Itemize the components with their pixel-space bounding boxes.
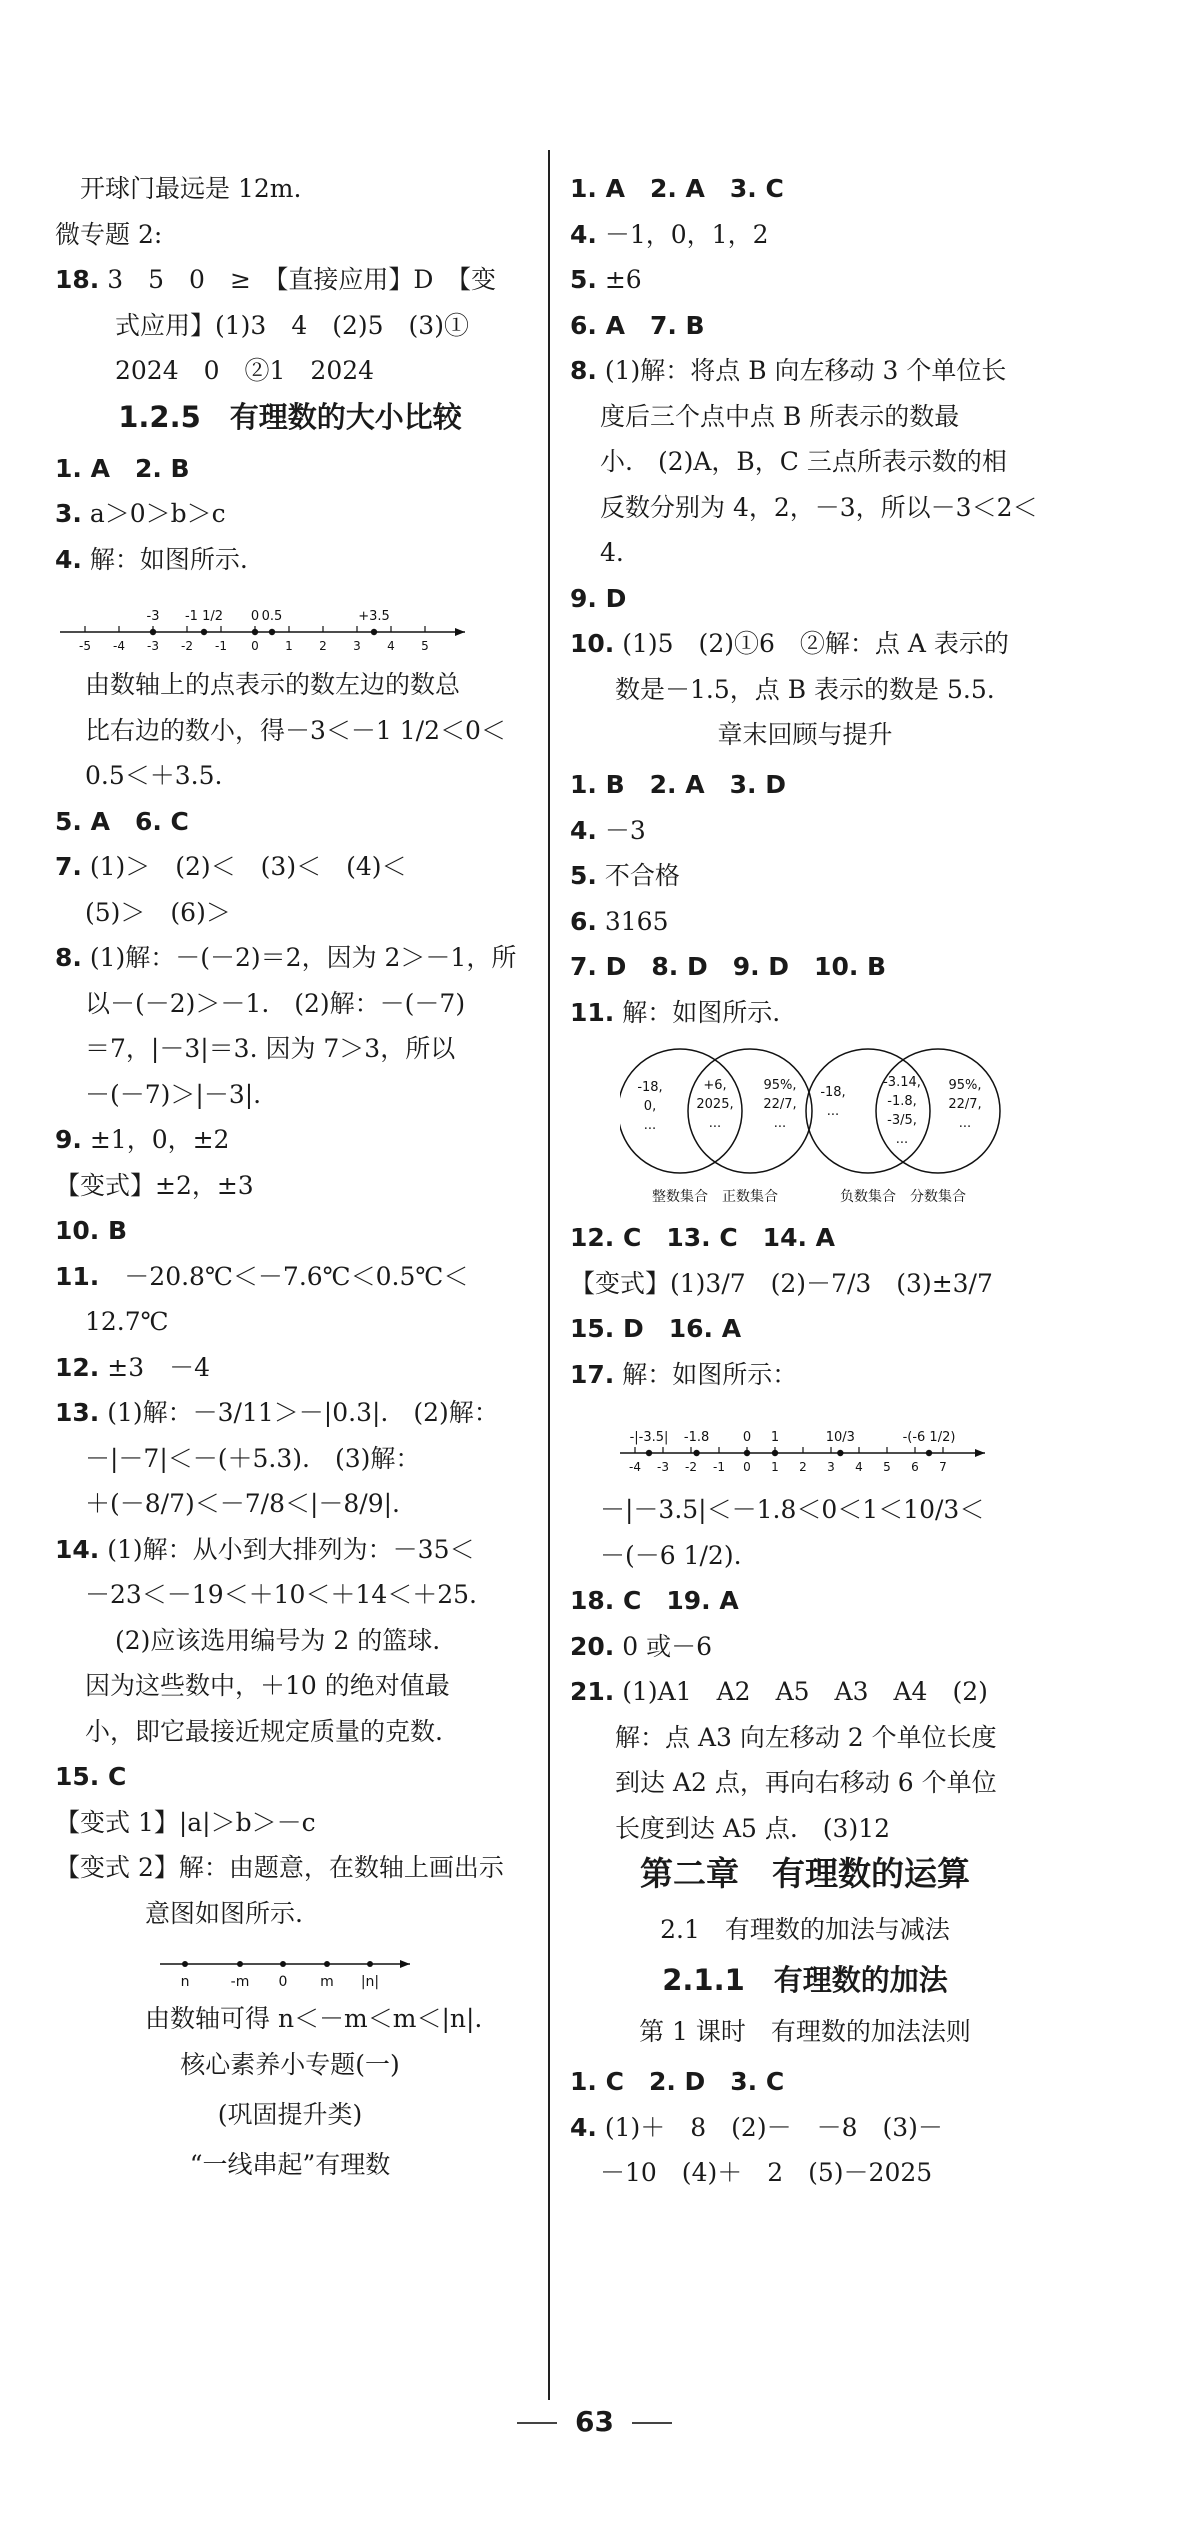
- answer-line: [55, 1396, 499, 1430]
- venn-item: -3.14,: [883, 1075, 921, 1090]
- tick-label: 2: [799, 1460, 807, 1474]
- point-dot: [252, 629, 258, 635]
- answer-line: 【变式】±2，±3: [55, 1170, 254, 1200]
- answer-line: 微专题 2:: [55, 219, 163, 249]
- venn-item: 22/7,: [763, 1097, 797, 1112]
- point-label: -(-6 1/2): [902, 1430, 956, 1445]
- venn-item: ...: [895, 1132, 909, 1147]
- section-heading: 1.2.5 有理数的大小比较: [118, 399, 462, 434]
- answer-line: 6. A 7. B: [570, 310, 705, 340]
- answer-line: －|－7|＜－(＋5.3). (3)解：: [85, 1443, 421, 1473]
- answer-text: (1)解：从小到大排列为：－35＜: [99, 1534, 475, 1564]
- answer-text: (1)A1 A2 A5 A3 A4 (2): [614, 1677, 988, 1706]
- venn-item: 95%,: [763, 1078, 797, 1093]
- answer-line: 12. C 13. C 14. A: [570, 1223, 836, 1252]
- tick-label: 6: [911, 1460, 919, 1474]
- answer-line: －(－7)＞|－3|.: [85, 1079, 262, 1109]
- answer-text: (1)＋ 8 (2)－ －8 (3)－: [596, 2112, 943, 2142]
- tick-label: 3: [353, 639, 361, 653]
- venn-item: ...: [643, 1118, 657, 1133]
- question-number: 12.: [55, 1352, 100, 1382]
- venn-diagram: [620, 1041, 1060, 1211]
- question-number: 4.: [570, 2112, 597, 2142]
- question-number: 6.: [570, 906, 597, 936]
- venn-item: 0,: [643, 1099, 657, 1114]
- point-label: -|-3.5|: [629, 1430, 669, 1445]
- venn-item: +6,: [703, 1078, 727, 1093]
- point-label: -1 1/2: [184, 609, 224, 624]
- tick-label: 5: [883, 1460, 891, 1474]
- tick-label: -1: [215, 639, 227, 653]
- answer-text: (1)解：－3/11＞－|0.3|. (2)解：: [99, 1398, 499, 1427]
- answer-line: [570, 1358, 797, 1392]
- answer-line: 小. (2)A，B，C 三点所表示数的相: [600, 447, 1007, 476]
- answer-line: 由数轴上的点表示的数左边的数总: [85, 670, 461, 699]
- answer-line: ＋(－8/7)＜－7/8＜|－8/9|.: [85, 1489, 401, 1518]
- figure-nl1: [55, 588, 475, 666]
- answer-line: －|－3.5|＜－1.8＜0＜1＜10/3＜: [600, 1495, 985, 1524]
- answer-line: 【变式 1】|a|＞b＞－c: [55, 1807, 316, 1837]
- footer-dash-right: [632, 2422, 672, 2424]
- point-label: 1: [770, 1430, 780, 1445]
- answer-text: (1)解：－(－2)＝2，因为 2＞－1，所: [81, 943, 517, 972]
- answer-text: 不合格: [596, 861, 680, 890]
- answer-line: 开球门最远是 12m.: [55, 174, 302, 203]
- answer-text: 解：如图所示.: [614, 997, 781, 1027]
- point-dot: [772, 1450, 778, 1456]
- number-line-figure-3: [615, 1403, 995, 1481]
- answer-line: [570, 1630, 712, 1664]
- answer-line: －23＜－19＜＋10＜＋14＜＋25.: [85, 1580, 478, 1609]
- set-name: 负数集合: [840, 1189, 896, 1205]
- tick-label: 1: [285, 639, 293, 653]
- number-line-figure-1: [55, 588, 475, 660]
- question-number: 4.: [570, 815, 597, 845]
- tick-label: 0: [743, 1460, 751, 1474]
- answer-line: 0.5＜＋3.5.: [85, 761, 223, 790]
- answer-line: [570, 354, 1006, 388]
- answer-line: 18. C 19. A: [570, 1586, 739, 1615]
- section-heading: 2.1.1 有理数的加法: [662, 1963, 948, 1997]
- question-number: 18.: [55, 265, 100, 294]
- answer-line: (5)＞ (6)＞: [85, 897, 231, 927]
- page-number: 63: [575, 2405, 614, 2438]
- answer-line: [570, 627, 1009, 661]
- answer-line: 以－(－2)＞－1. (2)解：－(－7): [85, 988, 466, 1018]
- answer-line: ＝7，|－3|＝3. 因为 7＞3，所以: [85, 1034, 456, 1063]
- answer-line: [570, 263, 642, 297]
- question-number: 3.: [55, 499, 82, 528]
- answer-line: [570, 859, 680, 893]
- question-number: 7.: [55, 852, 82, 881]
- answer-line: 5. A 6. C: [55, 806, 189, 836]
- tick-label: -3: [147, 639, 159, 653]
- question-number: 4.: [570, 219, 597, 249]
- tick-label: -5: [79, 639, 91, 653]
- answer-text: －1，0，1，2: [596, 219, 769, 249]
- answer-line: 度后三个点中点 B 所表示的数最: [600, 401, 960, 431]
- point-label: -m: [230, 1974, 250, 1990]
- answer-line: 1. B 2. A 3. D: [570, 770, 786, 799]
- set-circle: [806, 1049, 930, 1173]
- point-dot: [324, 1961, 330, 1967]
- answer-line: 长度到达 A5 点. (3)12: [615, 1813, 891, 1843]
- answer-line: [570, 996, 780, 1030]
- tick-label: -2: [181, 639, 193, 653]
- answer-line: 解：点 A3 向左移动 2 个单位长度: [615, 1722, 997, 1752]
- answer-line: [55, 543, 248, 577]
- chapter-heading: 第二章 有理数的运算: [640, 1854, 970, 1893]
- answer-text: 3 5 0 ≥ 【直接应用】D 【变: [99, 265, 496, 294]
- point-dot: [150, 629, 156, 635]
- answer-line: 反数分别为 4，2，－3，所以－3＜2＜: [600, 492, 1038, 522]
- answer-line: [570, 905, 668, 939]
- question-number: 13.: [55, 1398, 100, 1427]
- venn-item: -18,: [637, 1080, 663, 1095]
- answer-text: ±6: [596, 265, 642, 294]
- section-subheading: “一线串起”有理数: [189, 2149, 391, 2179]
- answer-line: [570, 2111, 943, 2145]
- point-label: +3.5: [358, 609, 390, 624]
- answer-line: 9. D: [570, 583, 627, 613]
- answer-text: a＞0＞b＞c: [81, 499, 226, 528]
- answer-text: ±3 －4: [99, 1352, 211, 1382]
- answer-line: [55, 850, 407, 884]
- page-footer: [0, 2405, 1189, 2438]
- answer-text: (1)解：将点 B 向左移动 3 个单位长: [596, 356, 1007, 385]
- figure-nl3: [615, 1403, 995, 1487]
- axis-arrow: [400, 1960, 410, 1968]
- point-dot: [269, 629, 275, 635]
- question-number: 8.: [55, 943, 82, 972]
- point-label: 0: [278, 1974, 288, 1990]
- point-label: m: [320, 1974, 334, 1990]
- answer-line: 1. A 2. A 3. C: [570, 174, 784, 203]
- question-number: 11.: [55, 1261, 100, 1291]
- venn-item: ...: [708, 1116, 722, 1131]
- answer-line: 式应用】(1)3 4 (2)5 (3)①: [115, 310, 469, 340]
- axis-arrow: [455, 628, 465, 636]
- venn-item: ...: [958, 1116, 972, 1131]
- answer-text: －20.8℃＜－7.6℃＜0.5℃＜: [99, 1261, 469, 1291]
- tick-label: -1: [713, 1460, 725, 1474]
- point-label: 0.5: [261, 609, 283, 624]
- answer-line: [570, 218, 768, 252]
- point-label: |n|: [360, 1974, 380, 1990]
- venn-item: ...: [773, 1116, 787, 1131]
- answer-line: (2)应该选用编号为 2 的篮球.: [115, 1625, 441, 1655]
- question-number: 20.: [570, 1631, 615, 1661]
- answer-line: －10 (4)＋ 2 (5)－2025: [600, 2158, 933, 2187]
- point-dot: [182, 1961, 188, 1967]
- answer-line: 4.: [600, 538, 624, 567]
- point-label: 10/3: [825, 1430, 855, 1445]
- question-number: 9.: [55, 1125, 82, 1154]
- answer-line: 因为这些数中，＋10 的绝对值最: [85, 1671, 450, 1700]
- question-number: 17.: [570, 1359, 615, 1389]
- point-dot: [693, 1450, 699, 1456]
- question-number: 14.: [55, 1534, 100, 1564]
- question-number: 5.: [570, 861, 597, 890]
- answer-line: 12.7℃: [85, 1307, 169, 1336]
- question-number: 21.: [570, 1677, 615, 1706]
- venn-item: -18,: [820, 1085, 846, 1100]
- answer-text: (1)＞ (2)＜ (3)＜ (4)＜: [81, 852, 407, 881]
- axis-arrow: [975, 1449, 985, 1457]
- section-subheading: 第 1 课时 有理数的加法法则: [639, 2017, 971, 2046]
- venn-item: 22/7,: [948, 1097, 982, 1112]
- set-name: 整数集合: [652, 1189, 708, 1205]
- answer-line: 1. A 2. B: [55, 453, 190, 483]
- answer-text: 解：如图所示.: [81, 544, 248, 574]
- answer-line: [570, 814, 646, 848]
- point-dot: [646, 1450, 652, 1456]
- answer-line: 7. D 8. D 9. D 10. B: [570, 952, 887, 981]
- section-subheading: 章末回顾与提升: [717, 720, 893, 749]
- point-dot: [201, 629, 207, 635]
- point-dot: [280, 1961, 286, 1967]
- answer-line: 比右边的数小，得－3＜－1 1/2＜0＜: [85, 715, 506, 745]
- answer-line: 小，即它最接近规定质量的克数.: [85, 1716, 443, 1746]
- answer-line: 数是－1.5，点 B 表示的数是 5.5.: [615, 674, 995, 704]
- answer-line: 15. C: [55, 1762, 127, 1791]
- figure-nl2: [155, 1942, 415, 1998]
- answer-line: 1. C 2. D 3. C: [570, 2067, 785, 2096]
- set-name: 正数集合: [722, 1189, 778, 1205]
- answer-line: －(－6 1/2).: [600, 1540, 742, 1570]
- point-dot: [744, 1450, 750, 1456]
- point-dot: [837, 1450, 843, 1456]
- answer-text: －3: [596, 815, 646, 845]
- tick-label: -4: [629, 1460, 641, 1474]
- point-dot: [926, 1450, 932, 1456]
- answer-line: [570, 1675, 988, 1709]
- answer-text: 解：如图所示：: [614, 1359, 798, 1389]
- tick-label: 2: [319, 639, 327, 653]
- answer-line: 2024 0 ②1 2024: [115, 356, 375, 385]
- answer-line: [55, 1123, 229, 1157]
- answer-line: 到达 A2 点，再向右移动 6 个单位: [615, 1768, 997, 1797]
- answer-line: 15. D 16. A: [570, 1314, 742, 1343]
- point-label: n: [180, 1974, 190, 1990]
- point-dot: [237, 1961, 243, 1967]
- question-number: 10.: [570, 629, 615, 658]
- footer-dash-left: [517, 2422, 557, 2424]
- answer-line: 意图如图所示.: [145, 1898, 303, 1928]
- answer-text: 0 或－6: [614, 1631, 713, 1661]
- answer-line: [55, 1533, 474, 1567]
- point-label: 0: [250, 609, 260, 624]
- point-label: 0: [742, 1430, 752, 1445]
- answer-text: ±1，0，±2: [81, 1125, 230, 1154]
- venn-item: ...: [826, 1104, 840, 1119]
- number-line-figure-2: [155, 1942, 415, 1992]
- point-label: -1.8: [683, 1430, 710, 1445]
- answer-line: [55, 263, 496, 297]
- tick-label: -3: [657, 1460, 669, 1474]
- section-subheading: 2.1 有理数的加法与减法: [660, 1915, 950, 1944]
- venn-item: 95%,: [948, 1078, 982, 1093]
- venn-item: 2025,: [696, 1097, 734, 1112]
- venn-item: -3/5,: [887, 1113, 917, 1128]
- tick-label: 1: [771, 1460, 779, 1474]
- tick-label: -2: [685, 1460, 697, 1474]
- question-number: 8.: [570, 356, 597, 385]
- point-label: -3: [146, 609, 160, 624]
- question-number: 5.: [570, 265, 597, 294]
- answer-text: (1)5 (2)①6 ②解：点 A 表示的: [614, 629, 1009, 658]
- tick-label: 4: [855, 1460, 863, 1474]
- tick-label: -4: [113, 639, 125, 653]
- point-dot: [367, 1961, 373, 1967]
- answer-line: 由数轴可得 n＜－m＜m＜|n|.: [145, 2004, 483, 2033]
- set-name: 分数集合: [910, 1189, 966, 1205]
- answer-line: [55, 941, 516, 975]
- column-divider: [548, 150, 550, 2400]
- figure-venn: [620, 1041, 1060, 1217]
- tick-label: 0: [251, 639, 259, 653]
- answer-line: [55, 497, 226, 531]
- question-number: 11.: [570, 997, 615, 1027]
- tick-label: 3: [827, 1460, 835, 1474]
- question-number: 4.: [55, 544, 82, 574]
- tick-label: 5: [421, 639, 429, 653]
- point-dot: [371, 629, 377, 635]
- section-subheading: (巩固提升类): [217, 2099, 363, 2129]
- answer-line: 【变式】(1)3/7 (2)－7/3 (3)±3/7: [570, 1268, 993, 1298]
- venn-item: -1.8,: [887, 1094, 917, 1109]
- answer-line: 10. B: [55, 1216, 128, 1245]
- answer-line: [55, 1260, 468, 1294]
- answer-line: [55, 1351, 210, 1385]
- tick-label: 7: [939, 1460, 947, 1474]
- answer-text: 3165: [596, 906, 669, 936]
- answer-line: 【变式 2】解：由题意，在数轴上画出示: [55, 1853, 504, 1882]
- section-subheading: 核心素养小专题(一): [180, 2049, 400, 2079]
- tick-label: 4: [387, 639, 395, 653]
